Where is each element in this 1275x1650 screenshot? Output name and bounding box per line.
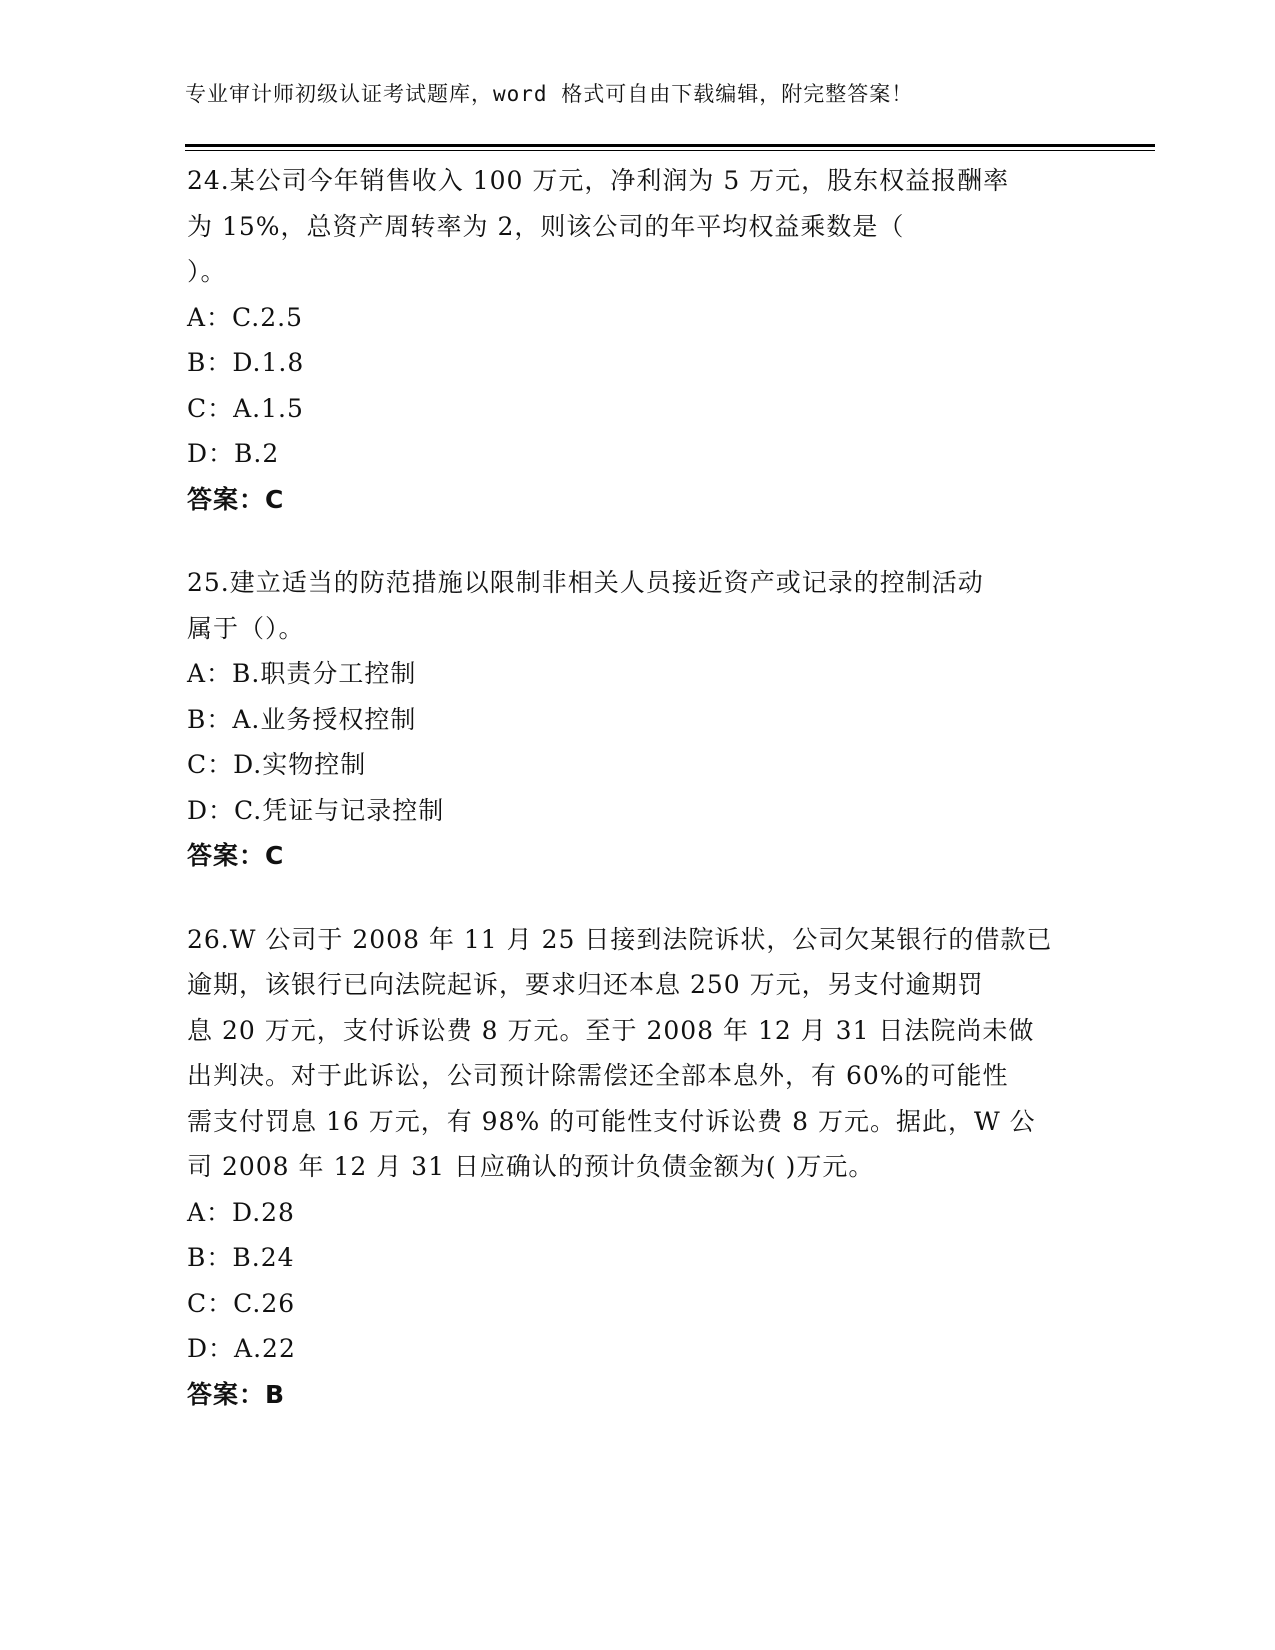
option-c: C：C.26 bbox=[187, 1288, 296, 1318]
header-rule-thin bbox=[185, 150, 1155, 151]
answer: 答案：C bbox=[187, 484, 285, 514]
question-text-line: 需支付罚息 16 万元，有 98% 的可能性支付诉讼费 8 万元。据此，W 公 bbox=[187, 1106, 1036, 1136]
option-d: D：C.凭证与记录控制 bbox=[187, 795, 445, 825]
option-d: D：B.2 bbox=[187, 439, 280, 468]
question-text-line: 属于（）。 bbox=[187, 613, 305, 643]
question-text-line: 为 15%，总资产周转率为 2，则该公司的年平均权益乘数是（ bbox=[187, 211, 905, 241]
question-25 bbox=[187, 560, 1087, 879]
question-text-line: 25.建立适当的防范措施以限制非相关人员接近资产或记录的控制活动 bbox=[187, 568, 984, 597]
answer: 答案：B bbox=[187, 1379, 286, 1409]
question-26 bbox=[187, 917, 1087, 1418]
option-a: A：B.职责分工控制 bbox=[187, 659, 417, 688]
question-list bbox=[187, 158, 1087, 1417]
question-text-line: 息 20 万元，支付诉讼费 8 万元。至于 2008 年 12 月 31 日法院尚未做 bbox=[187, 1015, 1035, 1045]
option-c: C：A.1.5 bbox=[187, 393, 304, 423]
page-header: 专业审计师初级认证考试题库，word 格式可自由下载编辑，附完整答案！ bbox=[185, 82, 914, 106]
option-b: B：D.1.8 bbox=[187, 348, 305, 377]
question-text-line: 出判决。对于此诉讼，公司预计除需偿还全部本息外，有 60%的可能性 bbox=[187, 1061, 1009, 1090]
option-a: A：D.28 bbox=[187, 1197, 295, 1227]
question-text-line: 司 2008 年 12 月 31 日应确认的预计负债金额为( )万元。 bbox=[187, 1152, 875, 1181]
question-text-line: 24.某公司今年销售收入 100 万元，净利润为 5 万元，股东权益报酬率 bbox=[187, 166, 1010, 195]
option-d: D：A.22 bbox=[187, 1334, 296, 1363]
option-a: A：C.2.5 bbox=[187, 302, 303, 332]
spacer bbox=[187, 879, 1087, 917]
header-rule-thick bbox=[185, 144, 1155, 147]
option-b: B：A.业务授权控制 bbox=[187, 704, 417, 734]
spacer bbox=[187, 522, 1087, 560]
question-24 bbox=[187, 158, 1087, 522]
option-b: B：B.24 bbox=[187, 1243, 295, 1272]
answer: 答案：C bbox=[187, 841, 285, 870]
question-text-line: 逾期，该银行已向法院起诉，要求归还本息 250 万元，另支付逾期罚 bbox=[187, 970, 984, 999]
question-text-line: ）。 bbox=[187, 257, 227, 286]
option-c: C：D.实物控制 bbox=[187, 750, 367, 779]
question-text-line: 26.W 公司于 2008 年 11 月 25 日接到法院诉状，公司欠某银行的借款已 bbox=[187, 924, 1053, 954]
